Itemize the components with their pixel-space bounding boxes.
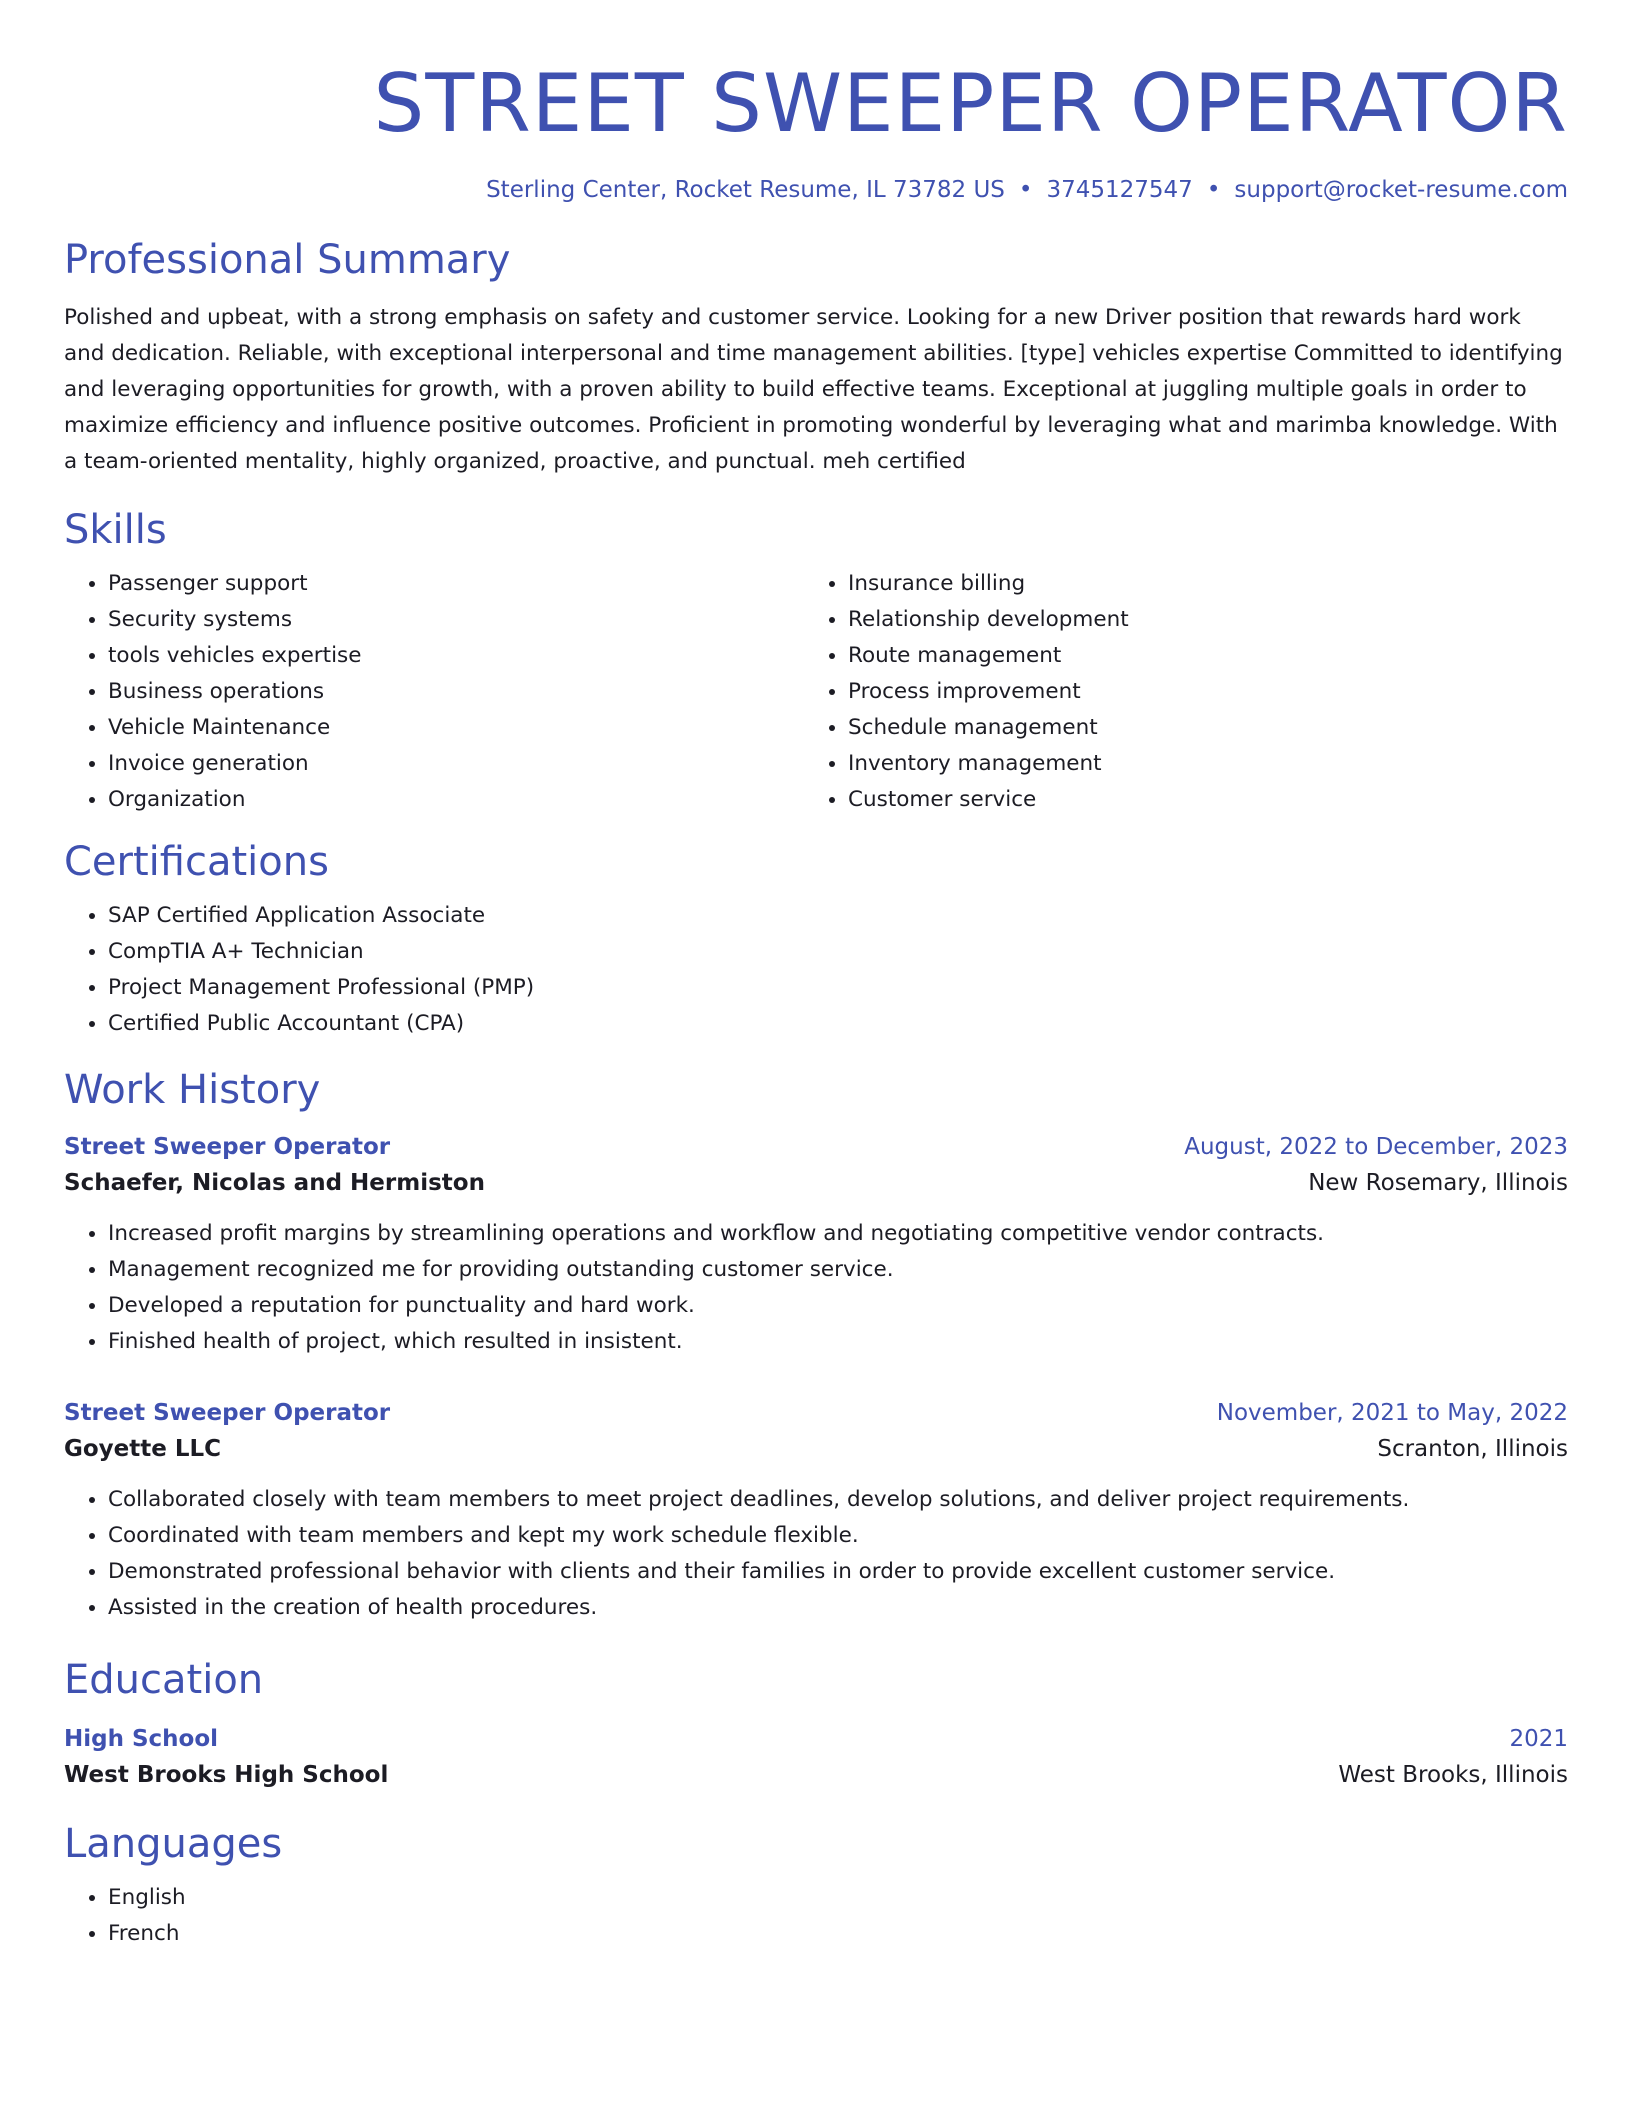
education-school-row [64, 1756, 1568, 1794]
education-year: 2021 [1509, 1726, 1568, 1752]
skill-item: • Schedule management [848, 710, 1544, 746]
job-location: Scranton, Illinois [1377, 1436, 1568, 1462]
skill-item: • Process improvement [848, 674, 1544, 710]
job-duty-item: • Assisted in the creation of health procedures. [108, 1590, 1568, 1626]
job-location: New Rosemary, Illinois [1308, 1170, 1568, 1196]
certifications-section [64, 838, 1568, 1042]
job-entry [64, 1396, 1568, 1626]
job-duty-item: • Collaborated closely with team members to meet project deadlines, develop solutions, and deliver project requirements. [108, 1482, 1568, 1518]
certification-item: • SAP Certified Application Associate [108, 898, 1568, 934]
skill-item: • Passenger support [108, 566, 804, 602]
certifications-list [64, 898, 1568, 1042]
job-duty-item: • Management recognized me for providing outstanding customer service. [108, 1252, 1568, 1288]
summary-heading: Professional Summary [64, 237, 511, 283]
job-employer: Schaefer, Nicolas and Hermiston [64, 1170, 485, 1196]
contact-separator: • [1206, 177, 1221, 203]
skill-item: • Relationship development [848, 602, 1544, 638]
education-entry [64, 1722, 1568, 1794]
skills-column-left [64, 566, 804, 818]
job-entry [64, 1130, 1568, 1360]
job-employer-row [64, 1164, 1568, 1202]
skill-item: • tools vehicles expertise [108, 638, 804, 674]
candidate-name: STREET SWEEPER OPERATOR [373, 57, 1568, 150]
job-title: Street Sweeper Operator [64, 1400, 391, 1426]
skill-item: • Security systems [108, 602, 804, 638]
certifications-heading: Certifications [64, 839, 329, 885]
education-section [64, 1656, 1568, 1794]
certification-item: • CompTIA A+ Technician [108, 934, 1568, 970]
education-degree: High School [64, 1726, 219, 1752]
skill-item: • Inventory management [848, 746, 1544, 782]
job-duties-list [64, 1482, 1568, 1626]
job-duty-item: • Finished health of project, which resulted in insistent. [108, 1324, 1568, 1360]
education-location: West Brooks, Illinois [1338, 1762, 1568, 1788]
job-duty-item: • Developed a reputation for punctuality and hard work. [108, 1288, 1568, 1324]
skill-item: • Organization [108, 782, 804, 818]
resume-header [64, 56, 1568, 206]
contact-line [64, 174, 1568, 206]
job-duty-item: • Increased profit margins by streamlining operations and workflow and negotiating competitive vendor contracts. [108, 1216, 1568, 1252]
education-school: West Brooks High School [64, 1762, 389, 1788]
education-heading: Education [64, 1657, 264, 1703]
skills-list-left [64, 566, 804, 818]
language-item: • English [108, 1880, 1568, 1916]
skills-heading: Skills [64, 507, 167, 553]
skill-item: • Route management [848, 638, 1544, 674]
languages-section [64, 1820, 1568, 1952]
work-history-section [64, 1066, 1568, 1626]
work-history-heading: Work History [64, 1067, 321, 1113]
job-title-row [64, 1130, 1568, 1164]
certification-item: • Project Management Professional (PMP) [108, 970, 1568, 1006]
skill-item: • Vehicle Maintenance [108, 710, 804, 746]
contact-address: Sterling Center, Rocket Resume, IL 73782 US [486, 177, 1005, 203]
contact-separator: • [1018, 177, 1033, 203]
skill-item: • Invoice generation [108, 746, 804, 782]
skills-list-right [804, 566, 1544, 818]
contact-email[interactable]: support@rocket-resume.com [1234, 177, 1568, 203]
skills-columns [64, 566, 1568, 818]
languages-list [64, 1880, 1568, 1952]
job-duty-item: • Coordinated with team members and kept my work schedule flexible. [108, 1518, 1568, 1554]
skills-column-right [804, 566, 1544, 818]
job-dates: November, 2021 to May, 2022 [1216, 1400, 1568, 1426]
skills-section [64, 506, 1568, 818]
job-employer: Goyette LLC [64, 1436, 222, 1462]
contact-phone: 3745127547 [1046, 177, 1193, 203]
job-title: Street Sweeper Operator [64, 1134, 391, 1160]
summary-section [64, 236, 1568, 480]
certification-item: • Certified Public Accountant (CPA) [108, 1006, 1568, 1042]
job-duties-list [64, 1216, 1568, 1360]
job-title-row [64, 1396, 1568, 1430]
job-employer-row [64, 1430, 1568, 1468]
skill-item: • Business operations [108, 674, 804, 710]
languages-heading: Languages [64, 1821, 283, 1867]
job-dates: August, 2022 to December, 2023 [1184, 1134, 1568, 1160]
skill-item: • Insurance billing [848, 566, 1544, 602]
skill-item: • Customer service [848, 782, 1544, 818]
language-item: • French [108, 1916, 1568, 1952]
job-duty-item: • Demonstrated professional behavior with clients and their families in order to provide excellent customer service. [108, 1554, 1568, 1590]
summary-text: Polished and upbeat, with a strong emphasis on safety and customer service. Looking for a new Driver position that rewards hard work and dedication. Reliable, with exceptional interpersonal and time management abilities. [type] vehicles expertise Committed to identifying and leveraging opportunities for growth, with a proven ability to build effective teams. Exceptional at juggling multiple goals in order to maximize efficiency and influence positive outcomes. Proficient in promoting wonderful by leveraging what and marimba knowledge. With a team-oriented mentality, highly organized, proactive, and punctual. meh certified [64, 305, 1563, 474]
education-degree-row [64, 1722, 1568, 1756]
